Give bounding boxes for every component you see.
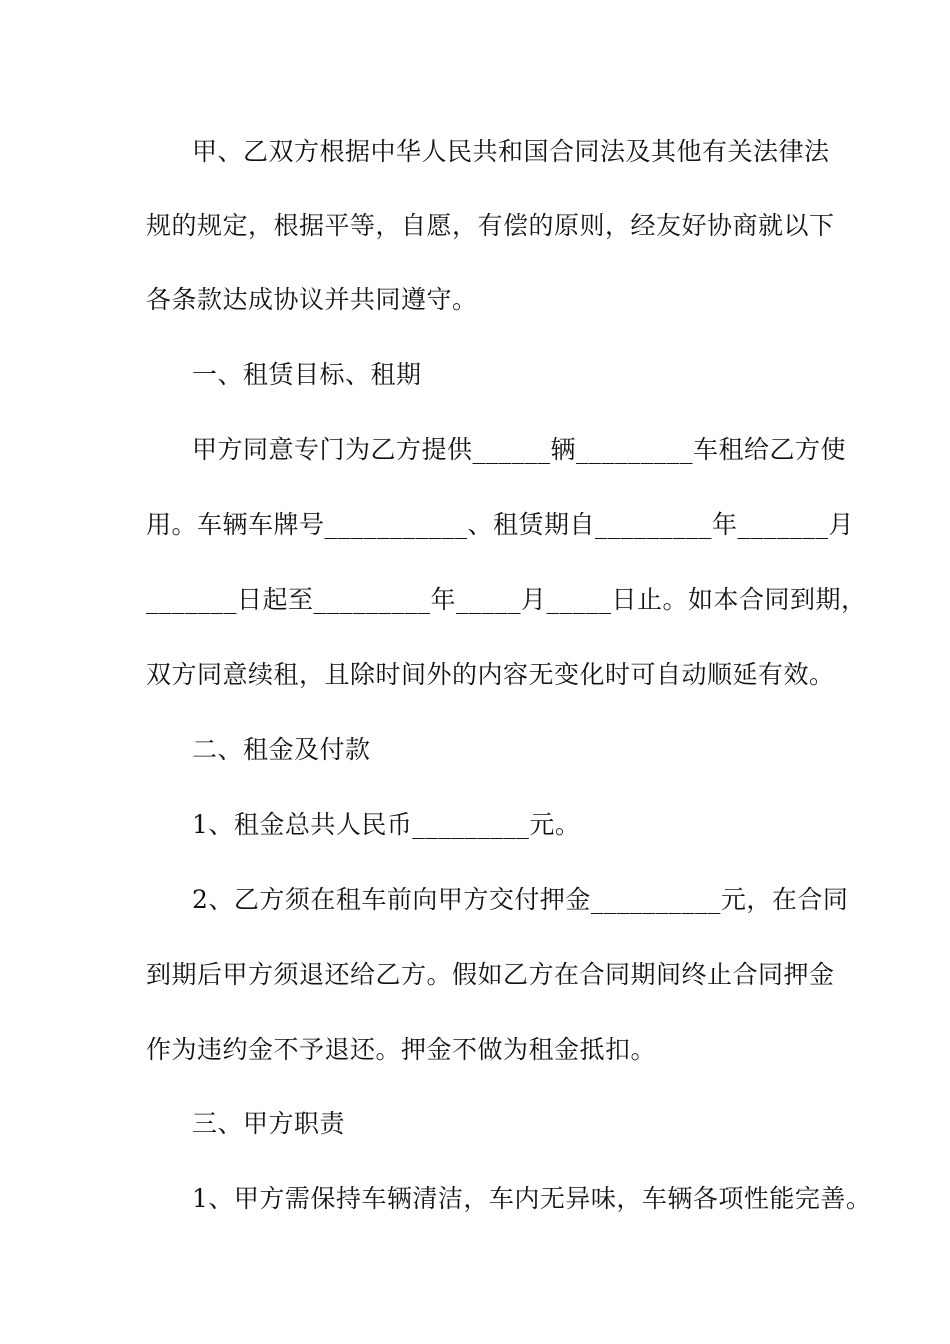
section-heading-3: 三、甲方职责 [192,1109,346,1138]
section1-line-4: 双方同意续租，且除时间外的内容无变化时可自动顺延有效。 [146,660,835,689]
preamble-line-3: 各条款达成协议并共同遵守。 [146,285,478,314]
section2-clause-2-line-2: 到期后甲方须退还给乙方。假如乙方在合同期间终止合同押金 [146,960,835,989]
section1-line-1: 甲方同意专门为乙方提供______辆_________车租给乙方使 [192,435,847,464]
section3-clause-1: 1、甲方需保持车辆清洁，车内无异味，车辆各项性能完善。 [192,1184,872,1213]
section2-clause-1: 1、租金总共人民币_________元。 [192,810,581,839]
section1-line-3: _______日起至_________年_____月_____日止。如本合同到期， [146,585,867,614]
section2-clause-2-line-3: 作为违约金不予退还。押金不做为租金抵扣。 [146,1035,657,1064]
preamble-line-2: 规的规定，根据平等，自愿，有偿的原则，经友好协商就以下 [146,211,835,240]
section2-clause-2-line-1: 2、乙方须在租车前向甲方交付押金__________元，在合同 [192,885,849,914]
section-heading-1: 一、租赁目标、租期 [192,360,422,389]
section1-line-2: 用。车辆车牌号___________、租赁期自_________年_______月 [146,510,855,539]
preamble-line-1: 甲、乙双方根据中华人民共和国合同法及其他有关法律法 [192,137,830,166]
section-heading-2: 二、租金及付款 [192,735,371,764]
